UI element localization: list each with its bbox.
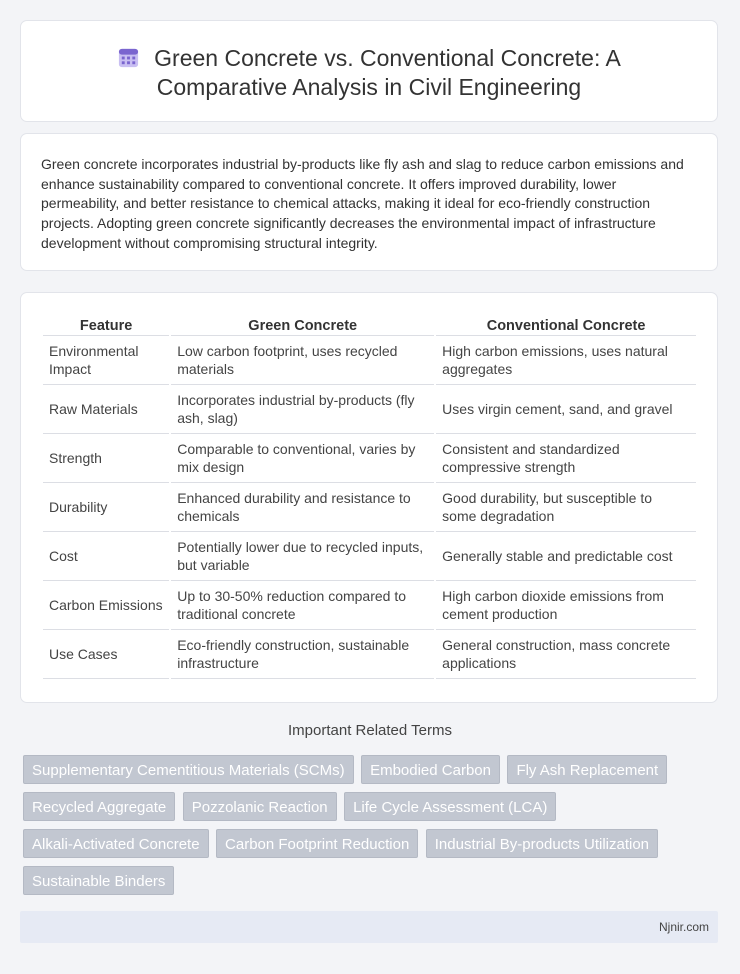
conventional-cell: Consistent and standardized compressive strength [436, 434, 696, 483]
green-cell: Up to 30-50% reduction compared to traditional concrete [171, 581, 434, 630]
green-cell: Eco-friendly construction, sustainable infrastructure [171, 630, 434, 679]
header-conventional-concrete: Conventional Concrete [436, 316, 696, 336]
related-term-tag[interactable]: Industrial By-products Utilization [426, 829, 658, 858]
table-row [43, 483, 696, 532]
feature-cell: Cost [43, 532, 169, 581]
table-row [43, 434, 696, 483]
conventional-cell: Generally stable and predictable cost [436, 532, 696, 581]
related-terms-heading: Important Related Terms [288, 722, 452, 739]
related-term-tag[interactable]: Embodied Carbon [361, 755, 500, 784]
related-terms-list [23, 755, 723, 903]
footer-bar [20, 911, 718, 943]
feature-cell: Use Cases [43, 630, 169, 679]
feature-cell: Environmental Impact [43, 336, 169, 385]
table-row [43, 630, 696, 679]
header-feature: Feature [43, 316, 169, 336]
table-row [43, 336, 696, 385]
page-title-wrap [51, 44, 687, 102]
conventional-cell: Uses virgin cement, sand, and gravel [436, 385, 696, 434]
page-title: Green Concrete vs. Conventional Concrete: A Comparative Analysis in Civil Engineering [154, 45, 621, 100]
related-term-tag[interactable]: Pozzolanic Reaction [183, 792, 337, 821]
conventional-cell: Good durability, but susceptible to some degradation [436, 483, 696, 532]
feature-cell: Raw Materials [43, 385, 169, 434]
comparison-card [20, 292, 718, 703]
intro-card [20, 133, 718, 271]
table-row [43, 532, 696, 581]
green-cell: Potentially lower due to recycled inputs, but variable [171, 532, 434, 581]
conventional-cell: General construction, mass concrete applications [436, 630, 696, 679]
title-card [20, 20, 718, 122]
feature-cell: Strength [43, 434, 169, 483]
header-green-concrete: Green Concrete [171, 316, 434, 336]
table-header-row [43, 316, 696, 336]
green-cell: Enhanced durability and resistance to chemicals [171, 483, 434, 532]
related-term-tag[interactable]: Life Cycle Assessment (LCA) [344, 792, 556, 821]
feature-cell: Durability [43, 483, 169, 532]
table-row [43, 385, 696, 434]
green-cell: Comparable to conventional, varies by mix design [171, 434, 434, 483]
calendar-icon [117, 46, 140, 69]
related-term-tag[interactable]: Sustainable Binders [23, 866, 174, 895]
green-cell: Incorporates industrial by-products (fly ash, slag) [171, 385, 434, 434]
related-term-tag[interactable]: Alkali-Activated Concrete [23, 829, 209, 858]
conventional-cell: High carbon dioxide emissions from cement production [436, 581, 696, 630]
intro-paragraph: Green concrete incorporates industrial by-products like fly ash and slag to reduce carbon emissions and enhance sustainability compared to conventional concrete. It offers improved durability, lower permeability, and better resistance to chemical attacks, making it ideal for eco-friendly construction projects. Adopting green concrete significantly decreases the environmental impact of infrastructure development without compromising structural integrity. [41, 156, 684, 251]
conventional-cell: High carbon emissions, uses natural aggregates [436, 336, 696, 385]
related-term-tag[interactable]: Fly Ash Replacement [507, 755, 667, 784]
related-term-tag[interactable]: Supplementary Cementitious Materials (SCMs) [23, 755, 354, 784]
feature-cell: Carbon Emissions [43, 581, 169, 630]
table-row [43, 581, 696, 630]
green-cell: Low carbon footprint, uses recycled materials [171, 336, 434, 385]
related-term-tag[interactable]: Carbon Footprint Reduction [216, 829, 418, 858]
footer-source: Njnir.com [658, 920, 709, 934]
related-term-tag[interactable]: Recycled Aggregate [23, 792, 175, 821]
comparison-table [41, 316, 698, 679]
